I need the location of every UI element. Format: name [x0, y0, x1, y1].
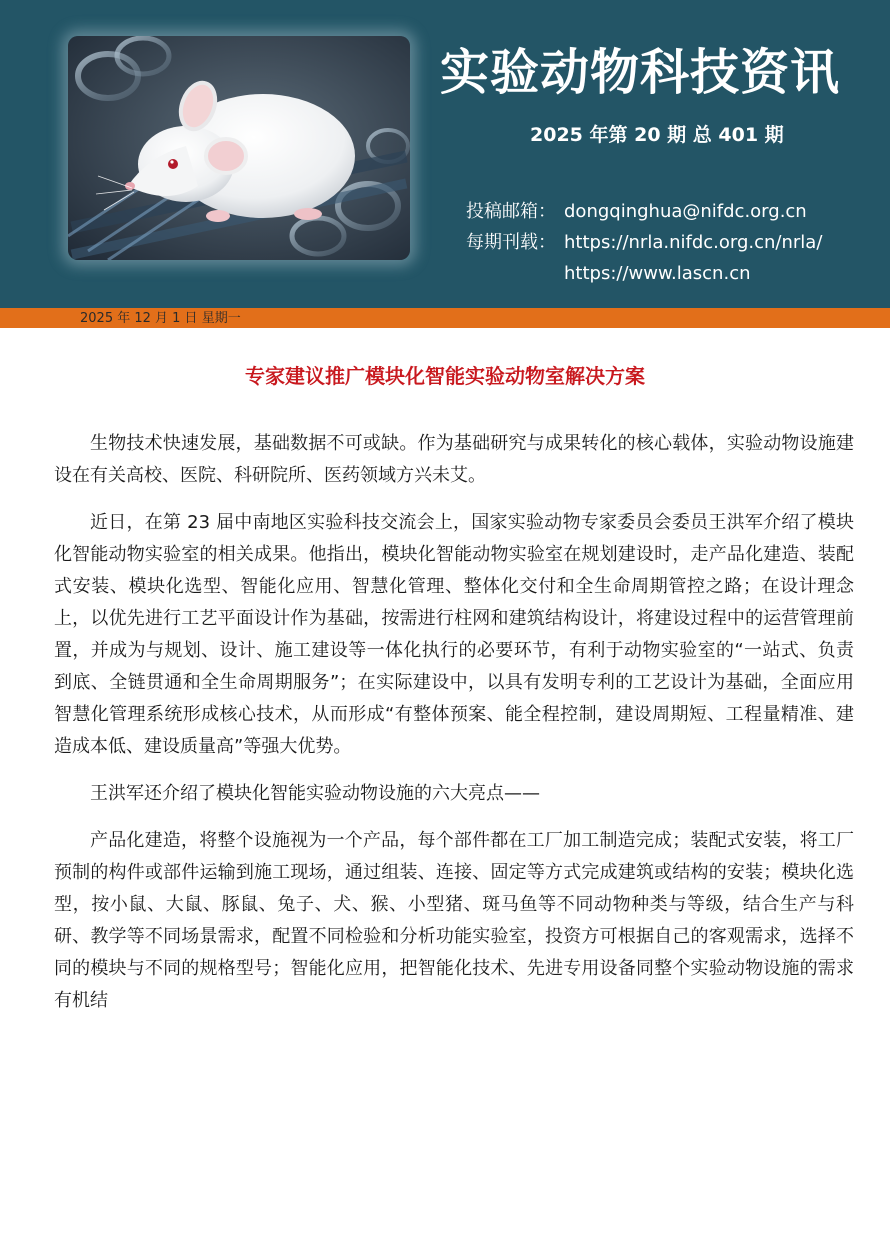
- submission-email[interactable]: dongqinghua@nifdc.org.cn: [564, 201, 807, 222]
- article-paragraph: 生物技术快速发展，基础数据不可或缺。作为基础研究与成果转化的核心载体，实验动物设施建设在有关高校、医院、科研院所、医药领域方兴未艾。: [54, 433, 854, 486]
- article-paragraph: 产品化建造，将整个设施视为一个产品，每个部件都在工厂加工制造完成；装配式安装，将工厂预制的构件或部件运输到施工现场，通过组装、连接、固定等方式完成建筑或结构的安装；模块化选型，按小鼠、大鼠、豚鼠、兔子、犬、猴、小型猪、斑马鱼等不同动物种类与等级，结合生产与科研、教学等不同场景需求，配置不同检验和分析功能实验室，投资方可根据自己的客观需求，选择不同的模块与不同的规格型号；智能化应用，把智能化技术、先进专用设备同整个实验动物设施的需求有机结: [54, 830, 854, 1011]
- article-body: [54, 428, 854, 1032]
- submission-email-label: 投稿邮箱：: [466, 201, 556, 222]
- publication-url-lascn[interactable]: https://www.lascn.cn: [564, 263, 751, 284]
- article-headline: 专家建议推广模块化智能实验动物室解决方案: [245, 364, 645, 388]
- article-paragraph: 近日，在第 23 届中南地区实验科技交流会上，国家实验动物专家委员会委员王洪军介绍了模块化智能动物实验室的相关成果。他指出，模块化智能动物实验室在规划建设时，走产品化建造、装配式安装、模块化选型、智能化应用、智慧化管理、整体化交付和全生命周期管控之路；在设计理念上，以优先进行工艺平面设计作为基础，按需进行柱网和建筑结构设计，将建设过程中的运营管理前置，并成为与规划、设计、施工建设等一体化执行的必要环节，有利于动物实验室的“一站式、负责到底、全链贯通和全生命周期服务”；在实际建设中，以具有发明专利的工艺设计为基础，全面应用智慧化管理系统形成核心技术，从而形成“有整体预案、能全程控制，建设周期短、工程量精准、建造成本低、建设质量高”等强大优势。: [54, 512, 854, 757]
- publication-url-nrla[interactable]: https://nrla.nifdc.org.cn/nrla/: [564, 232, 823, 253]
- publication-site-label-empty: [466, 258, 564, 289]
- publication-title: 实验动物科技资讯: [440, 44, 841, 101]
- publication-site-label: 每期刊载：: [466, 232, 556, 253]
- article-paragraph: 王洪军还介绍了模块化智能实验动物设施的六大亮点——: [90, 783, 540, 804]
- issue-number: 2025 年第 20 期 总 401 期: [530, 124, 784, 146]
- submission-email-row: [466, 196, 886, 227]
- masthead: [0, 0, 890, 308]
- issue-date: 2025 年 12 月 1 日 星期一: [80, 311, 241, 326]
- contact-info: [466, 196, 886, 289]
- publication-site-row: [466, 227, 886, 258]
- white-lab-mouse-photo: [68, 36, 410, 260]
- publication-site-row-2: [466, 258, 886, 289]
